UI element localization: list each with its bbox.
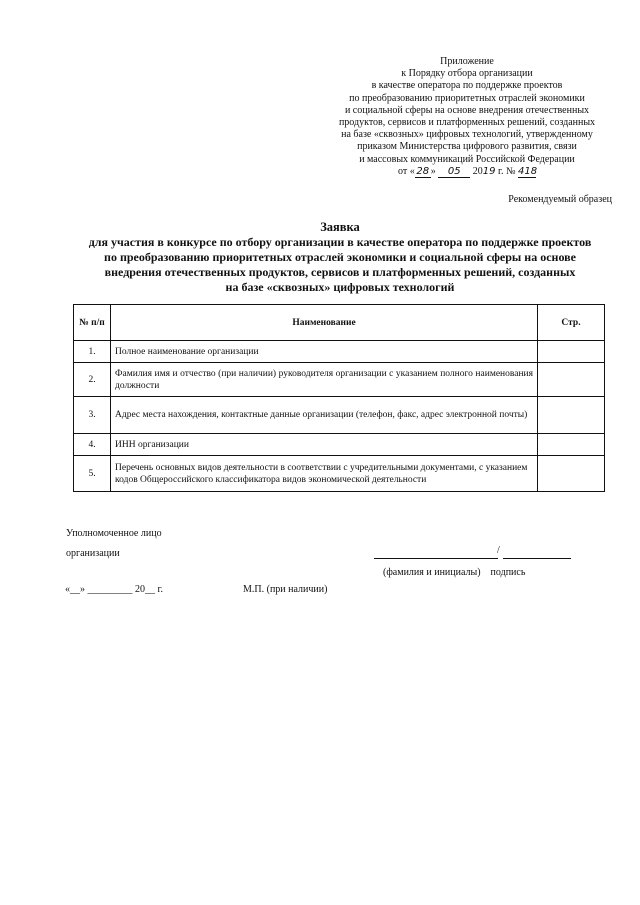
row-name: Полное наименование организации [111, 341, 538, 363]
header-num: № п/п [74, 305, 111, 341]
header-page: Стр. [538, 305, 605, 341]
appendix-text-line: и социальной сферы на основе внедрения отечественных [344, 104, 590, 116]
signature-date: «__» _________ 20__ г. [65, 584, 163, 595]
row-num: 1. [74, 341, 111, 363]
order-date-line: от « 28 » 05 2019 г. № 418 [398, 165, 538, 177]
appendix-text-line: и массовых коммуникаций Российской Федерации [359, 153, 575, 165]
signature-slash: / [497, 545, 500, 556]
order-day-handwritten: 28 [416, 165, 430, 177]
row-page[interactable] [538, 363, 605, 397]
table-row [74, 397, 605, 434]
organization-label: организации [66, 548, 120, 559]
title-line: по преобразованию приоритетных отраслей экономики и социальной сферы на основе [104, 250, 576, 264]
table-row [74, 341, 605, 363]
appendix-title: Приложение [440, 56, 494, 67]
appendix-text-line: к Порядку отбора организации [401, 68, 533, 80]
appendix-text-line: продуктов, сервисов и платформенных решений, созданных [338, 117, 596, 129]
title-line: на базе «сквозных» цифровых технологий [225, 280, 455, 294]
appendix-text-line: приказом Министерства цифрового развития, связи [357, 141, 577, 153]
title-line: внедрения отечественных продуктов, сервисов и платформенных решений, созданных [104, 265, 576, 279]
appendix-block [322, 56, 612, 178]
stamp-label: М.П. (при наличии) [243, 584, 328, 595]
row-name: ИНН организации [111, 434, 538, 456]
application-title [60, 220, 620, 295]
title-line: для участия в конкурсе по отбору организации в качестве оператора по поддержке проектов [88, 235, 592, 249]
row-name: Фамилия имя и отчество (при наличии) руководителя организации с указанием полного наименования должности [111, 363, 538, 397]
order-year-handwritten: 19 [482, 165, 496, 177]
appendix-text-line: на базе «сквозных» цифровых технологий, утвержденному [341, 129, 593, 141]
row-page[interactable] [538, 456, 605, 492]
signature-line[interactable] [503, 548, 571, 559]
appendix-text-line: по преобразованию приоритетных отраслей экономики [349, 92, 585, 104]
row-num: 2. [74, 363, 111, 397]
application-table [73, 304, 605, 492]
table-row [74, 363, 605, 397]
row-num: 3. [74, 397, 111, 434]
appendix-text-line: в качестве оператора по поддержке проектов [371, 80, 563, 92]
row-num: 4. [74, 434, 111, 456]
row-page[interactable] [538, 397, 605, 434]
name-initials-line[interactable] [374, 548, 498, 559]
signature-caption: (фамилия и инициалы) подпись [383, 567, 526, 578]
table-row [74, 434, 605, 456]
row-num: 5. [74, 456, 111, 492]
table-row [74, 456, 605, 492]
order-month-handwritten: 05 [438, 167, 470, 178]
row-name: Адрес места нахождения, контактные данные организации (телефон, факс, адрес электронной почты) [111, 397, 538, 434]
recommended-sample-label: Рекомендуемый образец [508, 194, 612, 205]
row-name: Перечень основных видов деятельности в соответствии с учредительными документами, с указанием кодов Общероссийского классификатора видов экономической деятельности [111, 456, 538, 492]
title-word: Заявка [320, 220, 360, 234]
table-header-row [74, 305, 605, 341]
header-name: Наименование [111, 305, 538, 341]
row-page[interactable] [538, 341, 605, 363]
order-number-handwritten: 418 [518, 165, 538, 177]
authorized-person-label: Уполномоченное лицо [66, 528, 162, 539]
row-page[interactable] [538, 434, 605, 456]
